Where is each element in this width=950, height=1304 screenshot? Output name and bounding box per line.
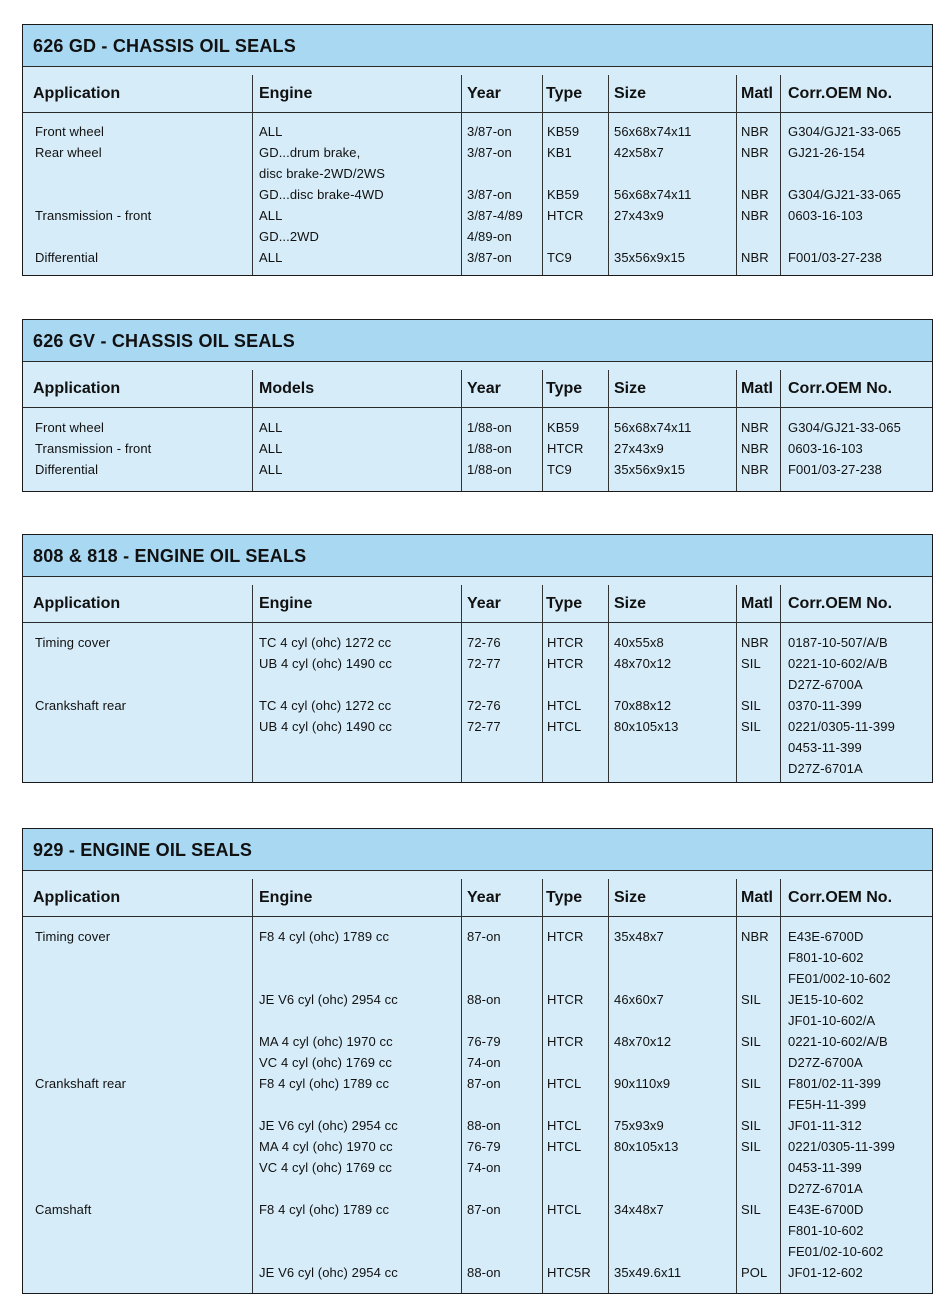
table-cell: 0603-16-103: [788, 441, 863, 456]
table-cell: 88-on: [467, 1265, 501, 1280]
table-cell: 76-79: [467, 1034, 501, 1049]
column-divider: [736, 370, 737, 491]
column-divider: [736, 75, 737, 275]
table-cell: G304/GJ21-33-065: [788, 420, 901, 435]
table-cell: 80x105x13: [614, 1139, 679, 1154]
table-cell: HTCR: [547, 441, 584, 456]
table-cell: 3/87-on: [467, 145, 512, 160]
table-cell: KB59: [547, 124, 580, 139]
table-cell: GD...disc brake-4WD: [259, 187, 384, 202]
column-header: Engine: [259, 85, 313, 102]
column-header: Type: [546, 595, 583, 612]
table-cell: 87-on: [467, 1202, 501, 1217]
table-cell: JE V6 cyl (ohc) 2954 cc: [259, 1265, 398, 1280]
table-cell: JF01-12-602: [788, 1265, 863, 1280]
table-cell: F001/03-27-238: [788, 462, 882, 477]
table-cell: G304/GJ21-33-065: [788, 187, 901, 202]
table-cell: KB59: [547, 187, 580, 202]
table-section: [22, 534, 933, 783]
table-cell: 3/87-4/89: [467, 208, 523, 223]
table-cell: HTCL: [547, 719, 582, 734]
column-header: Engine: [259, 889, 313, 906]
table-cell: ALL: [259, 420, 283, 435]
table-cell: 42x58x7: [614, 145, 664, 160]
table-cell: NBR: [741, 462, 769, 477]
table-cell: Differential: [35, 462, 99, 477]
table-cell: D27Z-6701A: [788, 1181, 863, 1196]
column-header: Size: [614, 595, 647, 612]
table-cell: SIL: [741, 719, 761, 734]
column-header: Year: [467, 889, 501, 906]
table-cell: FE01/02-10-602: [788, 1244, 884, 1259]
table-cell: 0370-11-399: [788, 698, 862, 713]
column-divider: [608, 585, 609, 782]
column-divider: [780, 75, 781, 275]
table-cell: 87-on: [467, 1076, 501, 1091]
table-cell: 0221-10-602/A/B: [788, 1034, 888, 1049]
table-cell: F801-10-602: [788, 950, 864, 965]
column-header: Models: [259, 380, 315, 397]
table-cell: ALL: [259, 441, 283, 456]
table-cell: 27x43x9: [614, 208, 664, 223]
column-header: Application: [33, 595, 121, 612]
column-header: Engine: [259, 595, 313, 612]
table-cell: JE V6 cyl (ohc) 2954 cc: [259, 992, 398, 1007]
column-header: Matl: [741, 380, 773, 397]
table-cell: E43E-6700D: [788, 1202, 864, 1217]
table-cell: SIL: [741, 698, 761, 713]
table-cell: FE5H-11-399: [788, 1097, 867, 1112]
table-cell: 56x68x74x11: [614, 187, 692, 202]
column-header: Year: [467, 595, 501, 612]
table-cell: Crankshaft rear: [35, 1076, 127, 1091]
table-cell: HTCL: [547, 698, 582, 713]
table-cell: TC 4 cyl (ohc) 1272 cc: [259, 698, 392, 713]
section-title: 929 - ENGINE OIL SEALS: [23, 829, 932, 871]
table-cell: 56x68x74x11: [614, 124, 692, 139]
table-cell: UB 4 cyl (ohc) 1490 cc: [259, 719, 392, 734]
column-divider: [736, 879, 737, 1293]
column-divider: [780, 370, 781, 491]
column-divider: [736, 585, 737, 782]
column-divider: [461, 585, 462, 782]
table-cell: 75x93x9: [614, 1118, 664, 1133]
column-divider: [252, 585, 253, 782]
table-cell: 72-77: [467, 656, 501, 671]
table-cell: SIL: [741, 1202, 761, 1217]
table-cell: 48x70x12: [614, 656, 672, 671]
table-cell: NBR: [741, 187, 769, 202]
column-header: Type: [546, 380, 583, 397]
table-section: [22, 319, 933, 492]
column-divider: [542, 585, 543, 782]
table-cell: Differential: [35, 250, 99, 265]
table-cell: NBR: [741, 124, 769, 139]
table-cell: HTCL: [547, 1076, 582, 1091]
table-cell: 48x70x12: [614, 1034, 672, 1049]
table-cell: JE V6 cyl (ohc) 2954 cc: [259, 1118, 398, 1133]
table-cell: ALL: [259, 208, 283, 223]
header-rule: [23, 112, 932, 113]
table-cell: E43E-6700D: [788, 929, 864, 944]
column-divider: [252, 75, 253, 275]
table-cell: 40x55x8: [614, 635, 664, 650]
table-cell: Front wheel: [35, 124, 105, 139]
header-rule: [23, 916, 932, 917]
column-header: Corr.OEM No.: [788, 85, 893, 102]
column-header: Corr.OEM No.: [788, 595, 893, 612]
table-cell: F8 4 cyl (ohc) 1789 cc: [259, 1202, 390, 1217]
table-cell: 35x56x9x15: [614, 462, 686, 477]
table-cell: Rear wheel: [35, 145, 102, 160]
table-cell: 35x49.6x11: [614, 1265, 682, 1280]
table-cell: SIL: [741, 1076, 761, 1091]
table-cell: ALL: [259, 250, 283, 265]
table-cell: 3/87-on: [467, 250, 512, 265]
table-cell: SIL: [741, 1139, 761, 1154]
column-divider: [608, 370, 609, 491]
header-rule: [23, 622, 932, 623]
table-cell: D27Z-6700A: [788, 1055, 863, 1070]
column-divider: [608, 75, 609, 275]
table-cell: UB 4 cyl (ohc) 1490 cc: [259, 656, 392, 671]
table-cell: NBR: [741, 208, 769, 223]
table-cell: POL: [741, 1265, 768, 1280]
column-header: Application: [33, 85, 121, 102]
table-cell: ALL: [259, 124, 283, 139]
table-cell: NBR: [741, 929, 769, 944]
table-cell: NBR: [741, 250, 769, 265]
table-cell: 3/87-on: [467, 187, 512, 202]
table-cell: VC 4 cyl (ohc) 1769 cc: [259, 1160, 392, 1175]
table-cell: HTC5R: [547, 1265, 591, 1280]
column-header: Matl: [741, 889, 773, 906]
table-cell: SIL: [741, 1118, 761, 1133]
table-cell: 0221/0305-11-399: [788, 719, 895, 734]
column-divider: [542, 370, 543, 491]
column-header: Year: [467, 85, 501, 102]
table-cell: 87-on: [467, 929, 501, 944]
table-cell: JF01-11-312: [788, 1118, 862, 1133]
table-cell: TC9: [547, 462, 572, 477]
table-cell: 35x56x9x15: [614, 250, 686, 265]
table-cell: 1/88-on: [467, 462, 512, 477]
column-divider: [461, 370, 462, 491]
table-cell: 27x43x9: [614, 441, 664, 456]
table-cell: D27Z-6701A: [788, 761, 863, 776]
table-cell: GJ21-26-154: [788, 145, 865, 160]
table-cell: NBR: [741, 145, 769, 160]
table-cell: 0221/0305-11-399: [788, 1139, 895, 1154]
table-cell: 0453-11-399: [788, 1160, 862, 1175]
table-cell: FE01/002-10-602: [788, 971, 891, 986]
table-cell: SIL: [741, 992, 761, 1007]
table-cell: HTCL: [547, 1118, 582, 1133]
column-header: Corr.OEM No.: [788, 889, 893, 906]
section-title: 626 GD - CHASSIS OIL SEALS: [23, 25, 932, 67]
column-header: Application: [33, 380, 121, 397]
table-cell: 88-on: [467, 1118, 501, 1133]
column-divider: [461, 879, 462, 1293]
column-divider: [542, 879, 543, 1293]
column-divider: [252, 370, 253, 491]
table-cell: 0453-11-399: [788, 740, 862, 755]
table-cell: 0221-10-602/A/B: [788, 656, 888, 671]
table-cell: F8 4 cyl (ohc) 1789 cc: [259, 929, 390, 944]
table-cell: F001/03-27-238: [788, 250, 882, 265]
table-cell: Transmission - front: [35, 441, 152, 456]
column-header: Size: [614, 889, 647, 906]
table-cell: 0603-16-103: [788, 208, 863, 223]
column-divider: [542, 75, 543, 275]
table-cell: disc brake-2WD/2WS: [259, 166, 386, 181]
table-cell: MA 4 cyl (ohc) 1970 cc: [259, 1034, 393, 1049]
table-section: [22, 24, 933, 276]
table-cell: G304/GJ21-33-065: [788, 124, 901, 139]
table-cell: 74-on: [467, 1055, 501, 1070]
table-cell: NBR: [741, 441, 769, 456]
table-cell: 34x48x7: [614, 1202, 664, 1217]
table-cell: F801/02-11-399: [788, 1076, 881, 1091]
section-title: 626 GV - CHASSIS OIL SEALS: [23, 320, 932, 362]
table-cell: MA 4 cyl (ohc) 1970 cc: [259, 1139, 393, 1154]
table-cell: GD...drum brake,: [259, 145, 361, 160]
column-header: Type: [546, 85, 583, 102]
table-cell: 80x105x13: [614, 719, 679, 734]
table-cell: HTCL: [547, 1139, 582, 1154]
table-cell: 3/87-on: [467, 124, 512, 139]
column-header: Size: [614, 380, 647, 397]
table-cell: HTCR: [547, 1034, 584, 1049]
column-divider: [780, 585, 781, 782]
table-cell: HTCR: [547, 656, 584, 671]
table-cell: 4/89-on: [467, 229, 512, 244]
table-cell: Timing cover: [35, 929, 111, 944]
table-cell: NBR: [741, 635, 769, 650]
column-divider: [780, 879, 781, 1293]
table-cell: HTCR: [547, 208, 584, 223]
table-cell: 1/88-on: [467, 441, 512, 456]
table-cell: 88-on: [467, 992, 501, 1007]
table-cell: Timing cover: [35, 635, 111, 650]
table-cell: GD...2WD: [259, 229, 320, 244]
column-divider: [608, 879, 609, 1293]
table-cell: 35x48x7: [614, 929, 664, 944]
table-cell: Camshaft: [35, 1202, 92, 1217]
table-cell: 72-77: [467, 719, 501, 734]
table-cell: 70x88x12: [614, 698, 672, 713]
table-cell: 72-76: [467, 635, 501, 650]
column-header: Application: [33, 889, 121, 906]
table-cell: KB59: [547, 420, 580, 435]
table-cell: TC 4 cyl (ohc) 1272 cc: [259, 635, 392, 650]
table-cell: Crankshaft rear: [35, 698, 127, 713]
table-cell: 74-on: [467, 1160, 501, 1175]
table-cell: Transmission - front: [35, 208, 152, 223]
column-header: Size: [614, 85, 647, 102]
column-header: Year: [467, 380, 501, 397]
table-cell: HTCR: [547, 635, 584, 650]
table-cell: KB1: [547, 145, 572, 160]
table-cell: F801-10-602: [788, 1223, 864, 1238]
table-cell: 76-79: [467, 1139, 501, 1154]
table-cell: SIL: [741, 1034, 761, 1049]
table-cell: ALL: [259, 462, 283, 477]
table-cell: 72-76: [467, 698, 501, 713]
column-header: Corr.OEM No.: [788, 380, 893, 397]
table-cell: 56x68x74x11: [614, 420, 692, 435]
table-cell: D27Z-6700A: [788, 677, 863, 692]
column-header: Type: [546, 889, 583, 906]
table-section: [22, 828, 933, 1294]
table-cell: JE15-10-602: [788, 992, 864, 1007]
table-cell: 1/88-on: [467, 420, 512, 435]
table-cell: TC9: [547, 250, 572, 265]
table-cell: 0187-10-507/A/B: [788, 635, 888, 650]
table-cell: HTCL: [547, 1202, 582, 1217]
column-divider: [252, 879, 253, 1293]
section-title: 808 & 818 - ENGINE OIL SEALS: [23, 535, 932, 577]
header-rule: [23, 407, 932, 408]
table-cell: SIL: [741, 656, 761, 671]
table-cell: F8 4 cyl (ohc) 1789 cc: [259, 1076, 390, 1091]
table-cell: 90x110x9: [614, 1076, 671, 1091]
table-cell: Front wheel: [35, 420, 105, 435]
column-header: Matl: [741, 595, 773, 612]
table-cell: VC 4 cyl (ohc) 1769 cc: [259, 1055, 392, 1070]
table-cell: HTCR: [547, 992, 584, 1007]
table-cell: 46x60x7: [614, 992, 664, 1007]
table-cell: NBR: [741, 420, 769, 435]
table-cell: JF01-10-602/A: [788, 1013, 876, 1028]
table-cell: HTCR: [547, 929, 584, 944]
column-divider: [461, 75, 462, 275]
column-header: Matl: [741, 85, 773, 102]
